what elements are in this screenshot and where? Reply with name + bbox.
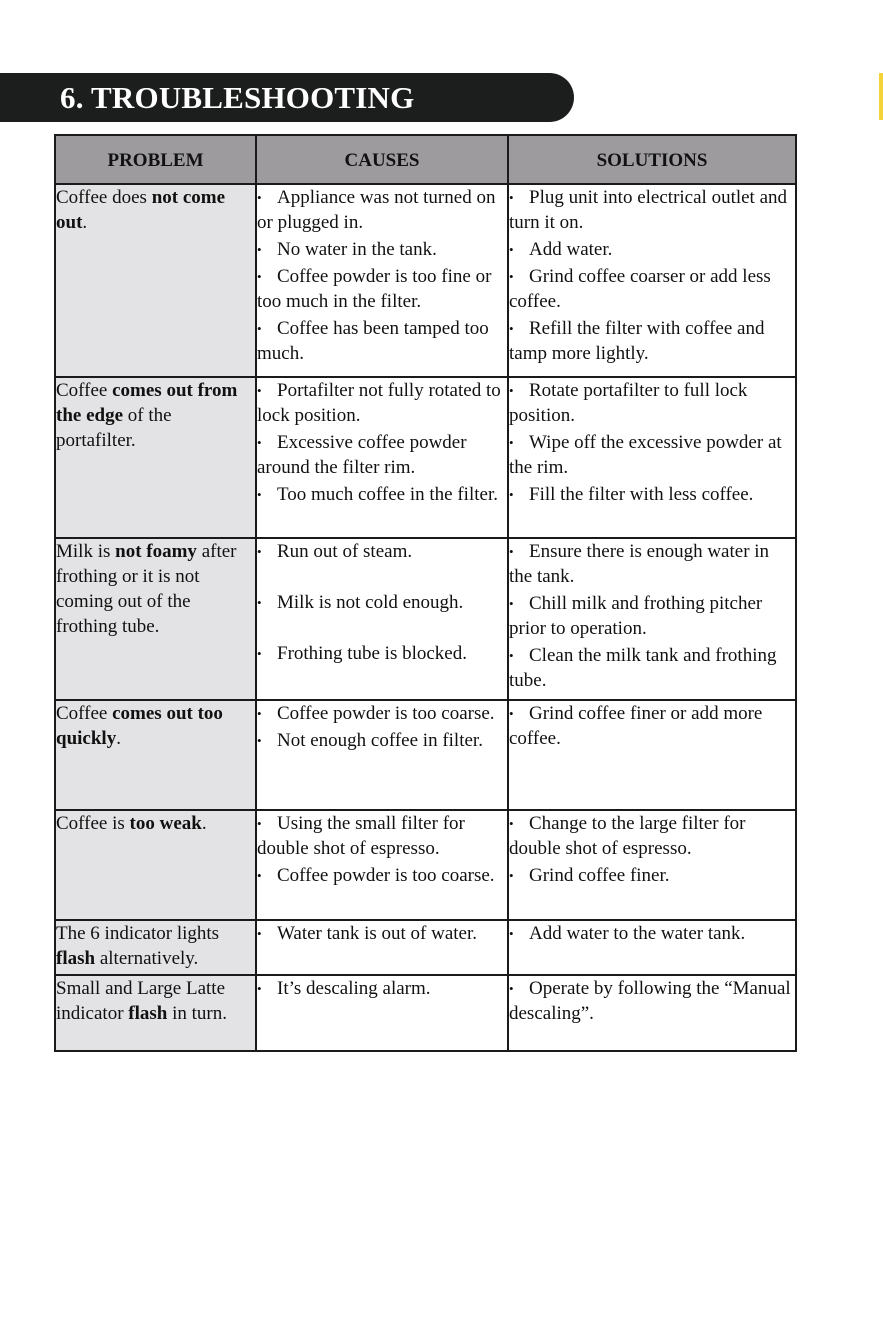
table-header-row <box>55 135 796 184</box>
solution-text: Fill the filter with less coffee. <box>529 484 754 505</box>
problem-text: . <box>82 212 88 233</box>
solution-text: Wipe off the excessive powder at the rim. <box>509 432 782 478</box>
cause-item <box>257 316 507 366</box>
solution-text: Chill milk and frothing pitcher prior to operation. <box>509 593 763 639</box>
causes-cell <box>256 810 508 920</box>
cause-item <box>257 590 507 615</box>
problem-keyword: flash <box>128 1003 168 1024</box>
cause-item <box>257 728 507 753</box>
cause-item <box>257 701 507 726</box>
bullet-icon: • <box>257 733 262 748</box>
problem-cell <box>55 810 256 920</box>
cause-item <box>257 430 507 480</box>
solution-item <box>509 921 795 946</box>
cause-text: Coffee powder is too coarse. <box>277 865 495 886</box>
problem-keyword: comes out too quickly <box>56 703 223 749</box>
cause-text: Portafilter not fully rotated to lock position. <box>257 380 501 426</box>
solution-item <box>509 643 795 693</box>
cause-text: Frothing tube is blocked. <box>277 643 467 664</box>
bullet-icon: • <box>509 190 514 205</box>
bullet-icon: • <box>257 242 262 257</box>
problem-cell <box>55 920 256 975</box>
solution-item <box>509 701 795 751</box>
solutions-cell <box>508 538 796 700</box>
bullet-icon: • <box>509 242 514 257</box>
header-solutions: SOLUTIONS <box>508 135 796 184</box>
table-row <box>55 377 796 538</box>
cause-item <box>257 976 507 1001</box>
problem-text: Milk is <box>56 541 116 562</box>
bullet-icon: • <box>509 926 514 941</box>
solution-text: Change to the large filter for double shot of espresso. <box>509 813 746 859</box>
causes-cell <box>256 377 508 538</box>
bullet-icon: • <box>257 816 262 831</box>
cause-text: Appliance was not turned on or plugged in. <box>257 187 496 233</box>
problem-keyword: comes out from the edge <box>56 380 238 426</box>
solution-text: Rotate portafilter to full lock position. <box>509 380 748 426</box>
cause-text: Too much coffee in the filter. <box>277 484 498 505</box>
solutions-cell <box>508 377 796 538</box>
problem-text: in turn. <box>167 1003 227 1024</box>
solution-text: Plug unit into electrical outlet and turn it on. <box>509 187 788 233</box>
problem-text: Coffee <box>56 380 113 401</box>
cause-item <box>257 921 507 946</box>
bullet-icon: • <box>257 190 262 205</box>
problem-text: Small and Large Latte indicator <box>56 978 226 1024</box>
solution-item <box>509 976 795 1026</box>
bullet-icon: • <box>257 646 262 661</box>
solution-text: Add water to the water tank. <box>529 923 746 944</box>
problem-keyword: too weak <box>129 813 202 834</box>
causes-cell <box>256 538 508 700</box>
bullet-icon: • <box>509 321 514 336</box>
table-row <box>55 920 796 975</box>
problem-text: . <box>201 813 207 834</box>
problem-cell <box>55 975 256 1051</box>
problem-cell <box>55 700 256 810</box>
solution-text: Grind coffee finer or add more coffee. <box>509 703 763 749</box>
causes-cell <box>256 920 508 975</box>
bullet-icon: • <box>509 487 514 502</box>
cause-item <box>257 378 507 428</box>
solution-text: Operate by following the “Manual descaling”. <box>509 978 791 1024</box>
solution-item <box>509 185 795 235</box>
solutions-cell <box>508 975 796 1051</box>
bullet-icon: • <box>257 981 262 996</box>
cause-item <box>257 237 507 262</box>
bullet-icon: • <box>257 595 262 610</box>
solution-item <box>509 591 795 641</box>
cause-text: It’s descaling alarm. <box>277 978 431 999</box>
header-causes: CAUSES <box>256 135 508 184</box>
bullet-icon: • <box>257 868 262 883</box>
solution-text: Clean the milk tank and frothing tube. <box>509 645 777 691</box>
solutions-cell <box>508 810 796 920</box>
solution-item <box>509 316 795 366</box>
cause-item <box>257 863 507 888</box>
solution-item <box>509 811 795 861</box>
problem-keyword: not come out <box>56 187 226 233</box>
bullet-icon: • <box>509 868 514 883</box>
causes-cell <box>256 975 508 1051</box>
problem-keyword: flash <box>56 948 96 969</box>
solution-item <box>509 482 795 507</box>
page-edge-marker <box>879 73 883 120</box>
cause-text: No water in the tank. <box>277 239 437 260</box>
bullet-icon: • <box>509 269 514 284</box>
solution-item <box>509 378 795 428</box>
solution-text: Grind coffee coarser or add less coffee. <box>509 266 771 312</box>
cause-text: Coffee has been tamped too much. <box>257 318 489 364</box>
cause-text: Excessive coffee powder around the filter rim. <box>257 432 467 478</box>
bullet-icon: • <box>509 544 514 559</box>
solution-text: Add water. <box>529 239 613 260</box>
bullet-icon: • <box>509 383 514 398</box>
bullet-icon: • <box>509 816 514 831</box>
header-problem: PROBLEM <box>55 135 256 184</box>
bullet-icon: • <box>257 544 262 559</box>
bullet-icon: • <box>257 321 262 336</box>
cause-text: Not enough coffee in filter. <box>277 730 483 751</box>
bullet-icon: • <box>257 269 262 284</box>
cause-item <box>257 264 507 314</box>
problem-text: Coffee does <box>56 187 152 208</box>
cause-text: Water tank is out of water. <box>277 923 478 944</box>
table-row <box>55 538 796 700</box>
problem-text: . <box>116 728 121 749</box>
cause-item <box>257 811 507 861</box>
problem-cell <box>55 184 256 377</box>
cause-item <box>257 641 507 666</box>
cause-text: Coffee powder is too coarse. <box>277 703 495 724</box>
table-row <box>55 975 796 1051</box>
troubleshooting-table <box>54 134 797 1052</box>
solution-item <box>509 237 795 262</box>
cause-item <box>257 539 507 564</box>
problem-text: Coffee <box>56 703 113 724</box>
bullet-icon: • <box>509 596 514 611</box>
causes-cell <box>256 700 508 810</box>
table-row <box>55 810 796 920</box>
problem-text: Coffee is <box>56 813 130 834</box>
problem-text: alternatively. <box>95 948 199 969</box>
bullet-icon: • <box>509 435 514 450</box>
section-title: 6. TROUBLESHOOTING <box>60 80 415 115</box>
problem-text: after frothing or it is not coming out of the frothing tube. <box>56 541 237 637</box>
solution-text: Refill the filter with coffee and tamp more lightly. <box>509 318 765 364</box>
cause-text: Using the small filter for double shot of espresso. <box>257 813 465 859</box>
cause-text: Run out of steam. <box>277 541 413 562</box>
problem-text: The 6 indicator lights <box>56 923 220 944</box>
cause-text: Milk is not cold enough. <box>277 592 464 613</box>
problem-keyword: not foamy <box>115 541 197 562</box>
problem-cell <box>55 377 256 538</box>
solution-item <box>509 430 795 480</box>
table-row <box>55 700 796 810</box>
cause-item <box>257 482 507 507</box>
problem-cell <box>55 538 256 700</box>
solution-item <box>509 863 795 888</box>
bullet-icon: • <box>257 926 262 941</box>
solution-item <box>509 539 795 589</box>
bullet-icon: • <box>509 981 514 996</box>
causes-cell <box>256 184 508 377</box>
problem-text: of the portafilter. <box>56 405 172 451</box>
solution-text: Grind coffee finer. <box>529 865 670 886</box>
solutions-cell <box>508 184 796 377</box>
solutions-cell <box>508 700 796 810</box>
cause-text: Coffee powder is too fine or too much in the filter. <box>257 266 492 312</box>
bullet-icon: • <box>257 435 262 450</box>
bullet-icon: • <box>257 383 262 398</box>
bullet-icon: • <box>509 648 514 663</box>
cause-item <box>257 185 507 235</box>
table-row <box>55 184 796 377</box>
bullet-icon: • <box>257 487 262 502</box>
solutions-cell <box>508 920 796 975</box>
bullet-icon: • <box>509 706 514 721</box>
solution-item <box>509 264 795 314</box>
solution-text: Ensure there is enough water in the tank. <box>509 541 770 587</box>
bullet-icon: • <box>257 706 262 721</box>
